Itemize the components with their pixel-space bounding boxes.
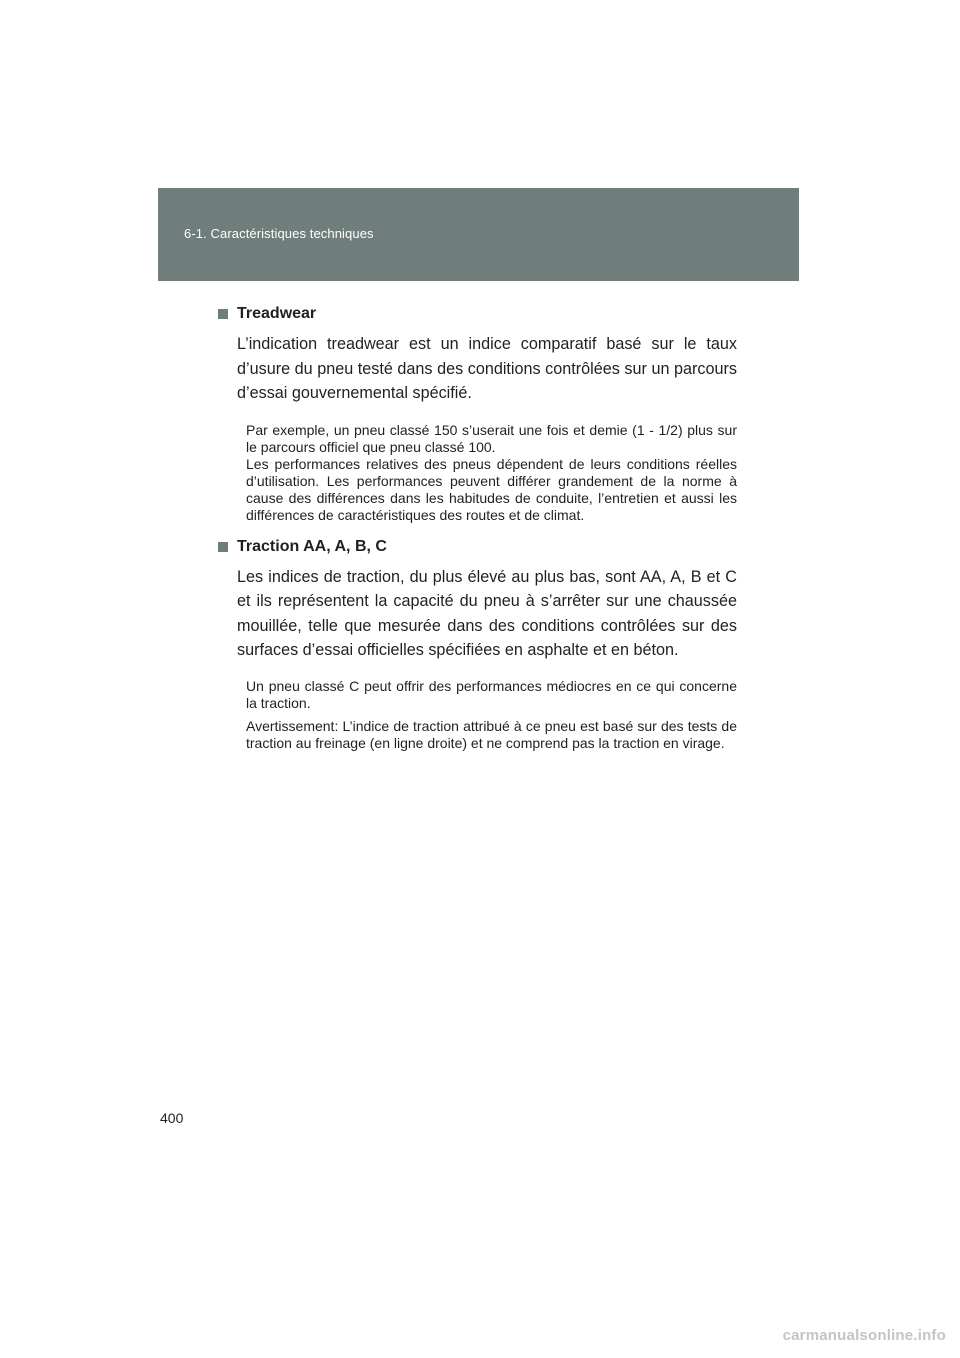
page-content <box>218 305 737 752</box>
traction-title: Traction AA, A, B, C <box>237 537 387 555</box>
section-title: 6-1. Caractéristiques techniques <box>184 226 374 241</box>
traction-heading <box>218 538 737 556</box>
traction-body: Les indices de traction, du plus élevé au plus bas, sont AA, A, B et C et ils représentent la capacité du pneu à s’arrêter sur une chaussée mouillée, telle que mesurée dans des conditions contrôlées sur des surfaces d’essai officielles spécifiées en asphalte et en béton. <box>237 567 737 659</box>
treadwear-title: Treadwear <box>237 305 317 322</box>
square-bullet-icon <box>218 309 228 319</box>
square-bullet-icon <box>218 542 228 552</box>
traction-note: Un pneu classé C peut offrir des performances médiocres en ce qui concerne la traction. <box>246 677 737 711</box>
treadwear-note: Les performances relatives des pneus dépendent de leurs conditions réelles d’utilisation. Les performances peuvent différer grandement de la norme à cause des différences dans les habitudes de conduite, l’entretien et aussi les différences de caractéristiques des routes et de climat. <box>246 455 737 523</box>
treadwear-body: L’indication treadwear est un indice comparatif basé sur le taux d’usure du pneu testé dans des conditions contrôlées sur un parcours d’essai gouvernemental spécifié. <box>237 335 737 402</box>
traction-note: Avertissement: L’indice de traction attribué à ce pneu est basé sur des tests de traction au freinage (en ligne droite) et ne comprend pas la traction en virage. <box>246 717 737 751</box>
page-number: 400 <box>160 1110 184 1126</box>
chapter-header-band <box>158 188 799 281</box>
watermark: carmanualsonline.info <box>782 1327 946 1344</box>
treadwear-note: Par exemple, un pneu classé 150 s’userait une fois et demie (1 - 1/2) plus sur le parcours officiel que pneu classé 100. <box>246 421 737 455</box>
treadwear-heading <box>218 305 737 323</box>
